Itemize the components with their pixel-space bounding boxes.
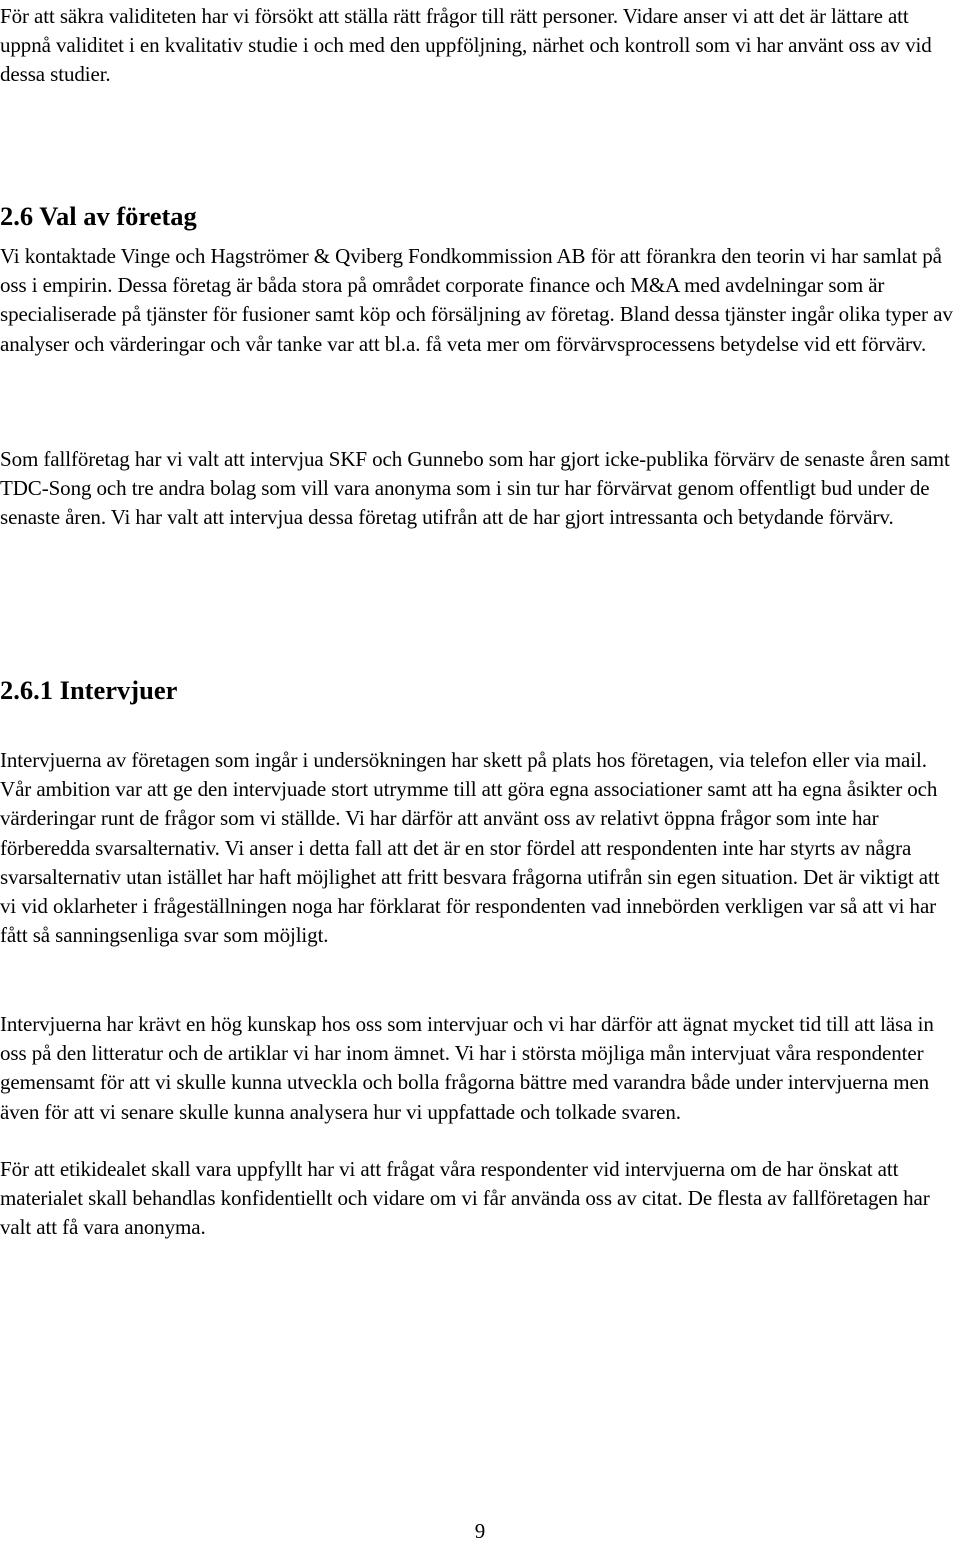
paragraph-case-companies: Som fallföretag har vi valt att intervjua SKF och Gunnebo som har gjort icke-publika förvärv de senaste åren samt TDC-Song och tre andra bolag som vill vara anonyma som i sin tur har förvärvat genom offentligt bud under de senaste åren. Vi har valt att intervjua dessa företag utifrån att de har gjort intressanta och betydande förvärv. <box>0 447 950 530</box>
section-heading: 2.6 Val av företag <box>0 201 197 231</box>
paragraph-ethics: För att etikidealet skall vara uppfyllt har vi att frågat våra respondenter vid intervjuerna om de har önskat att materialet skall behandlas konfidentiellt och vidare om vi får använda oss av citat. De flesta av fallföretagen har valt att få vara anonyma. <box>0 1157 930 1240</box>
paragraph-knowledge: Intervjuerna har krävt en hög kunskap hos oss som intervjuar och vi har därför att ägnat mycket tid till att läsa in oss på den litteratur och de artiklar vi har inom ämnet. Vi har i största möjliga mån intervjuat våra respondenter gemensamt för att vi skulle kunna utveckla och bolla frågorna bättre med varandra både under intervjuerna men även för att vi senare skulle kunna analysera hur vi uppfattade och tolkade svaren. <box>0 1012 934 1124</box>
paragraph-intro: För att säkra validiteten har vi försökt att ställa rätt frågor till rätt personer. Vidare anser vi att det är lättare att uppnå validitet i en kvalitativ studie i och med den uppföljning, närhet och kontroll som vi har använt oss av vid dessa studier. <box>0 4 932 87</box>
paragraph-companies: Vi kontaktade Vinge och Hagströmer & Qviberg Fondkommission AB för att förankra den teorin vi har samlat på oss i empirin. Dessa företag är båda stora på området corporate finance och M&A med avdelningar som är specialiserade på tjänster för fusioner samt köp och försäljning av företag. Bland dessa tjänster ingår olika typer av analyser och värderingar och vår tanke var att bl.a. få veta mer om förvärvsprocessens betydelse vid ett förvärv. <box>0 244 953 356</box>
subsection-heading: 2.6.1 Intervjuer <box>0 675 178 705</box>
page-number: 9 <box>474 1519 486 1543</box>
paragraph-interviews: Intervjuerna av företagen som ingår i undersökningen har skett på plats hos företagen, via telefon eller via mail. Vår ambition var att ge den intervjuade stort utrymme till att göra egna associationer samt att ha egna åsikter och värderingar runt de frågor som vi ställde. Vi har därför att använt oss av relativt öppna frågor som inte har förberedda svarsalternativ. Vi anser i detta fall att det är en stor fördel att respondenten inte har styrts av några svarsalternativ utan istället har haft möjlighet att fritt besvara frågorna utifrån sin egen situation. Det är viktigt att vi vid oklarheter i frågeställningen noga har förklarat för respondenten vad innebörden verkligen var så att vi har fått så sanningsenliga svar som möjligt. <box>0 748 940 948</box>
